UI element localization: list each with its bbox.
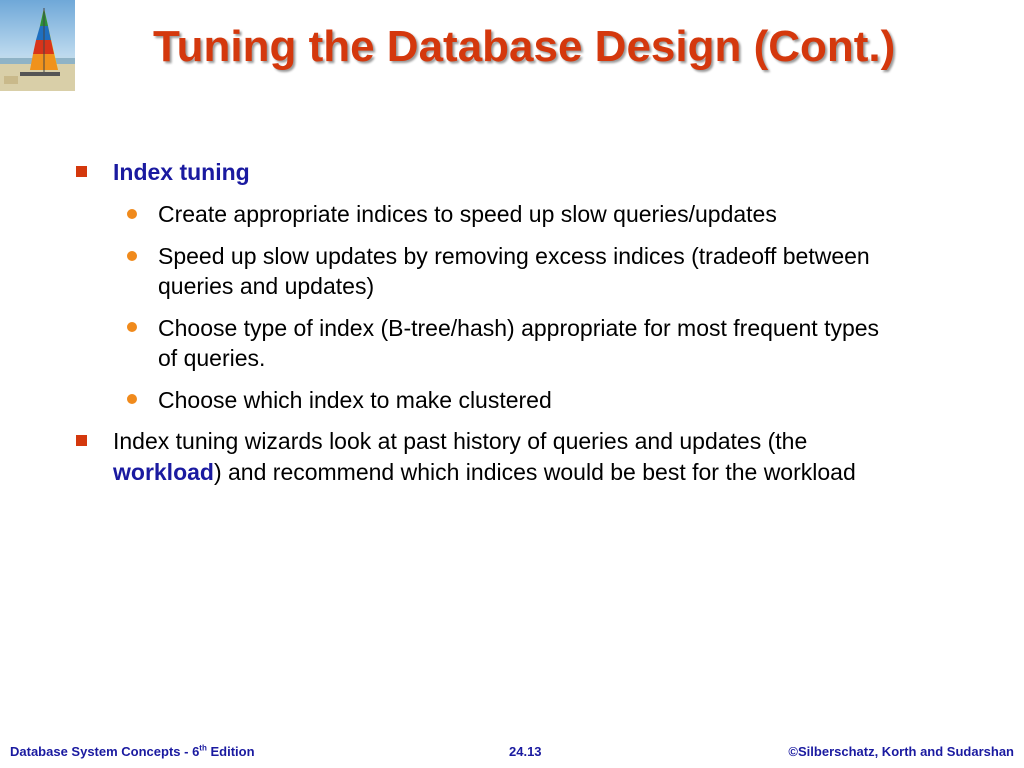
dot-bullet-icon — [127, 322, 137, 332]
footer-edition-sup: th — [199, 743, 207, 753]
bullet-heading: Index tuning — [113, 159, 250, 185]
sub-bullet-text-cont: of queries. — [158, 345, 266, 371]
sailboat-logo-icon — [0, 0, 75, 91]
footer-book-title: Database System Concepts - 6 — [10, 744, 200, 759]
footer-copyright: ©Silberschatz, Korth and Sudarshan — [788, 744, 1014, 759]
dot-bullet-icon — [127, 394, 137, 404]
footer-edition: Edition — [206, 744, 255, 759]
bullet-text: Index tuning wizards look at past history of queries and updates (the — [113, 428, 808, 454]
sub-bullet-text: Speed up slow updates by removing excess indices (tradeoff between — [158, 243, 870, 269]
sub-bullet-text: Create appropriate indices to speed up slow queries/updates — [158, 201, 777, 227]
workload-term: workload — [113, 459, 214, 485]
sub-bullet-text: Choose which index to make clustered — [158, 387, 552, 413]
bullet-text-cont — [113, 457, 856, 487]
dot-bullet-icon — [127, 209, 137, 219]
footer-left — [10, 744, 255, 759]
square-bullet-icon — [76, 166, 87, 177]
sub-bullet-text-cont: queries and updates) — [158, 273, 375, 299]
square-bullet-icon — [76, 435, 87, 446]
sub-bullet-text: Choose type of index (B-tree/hash) appropriate for most frequent types — [158, 315, 880, 341]
slide-title: Tuning the Database Design (Cont.) — [153, 22, 896, 71]
footer-page-number: 24.13 — [509, 744, 542, 759]
dot-bullet-icon — [127, 251, 137, 261]
bullet-text-rest: ) and recommend which indices would be best for the workload — [213, 459, 856, 485]
